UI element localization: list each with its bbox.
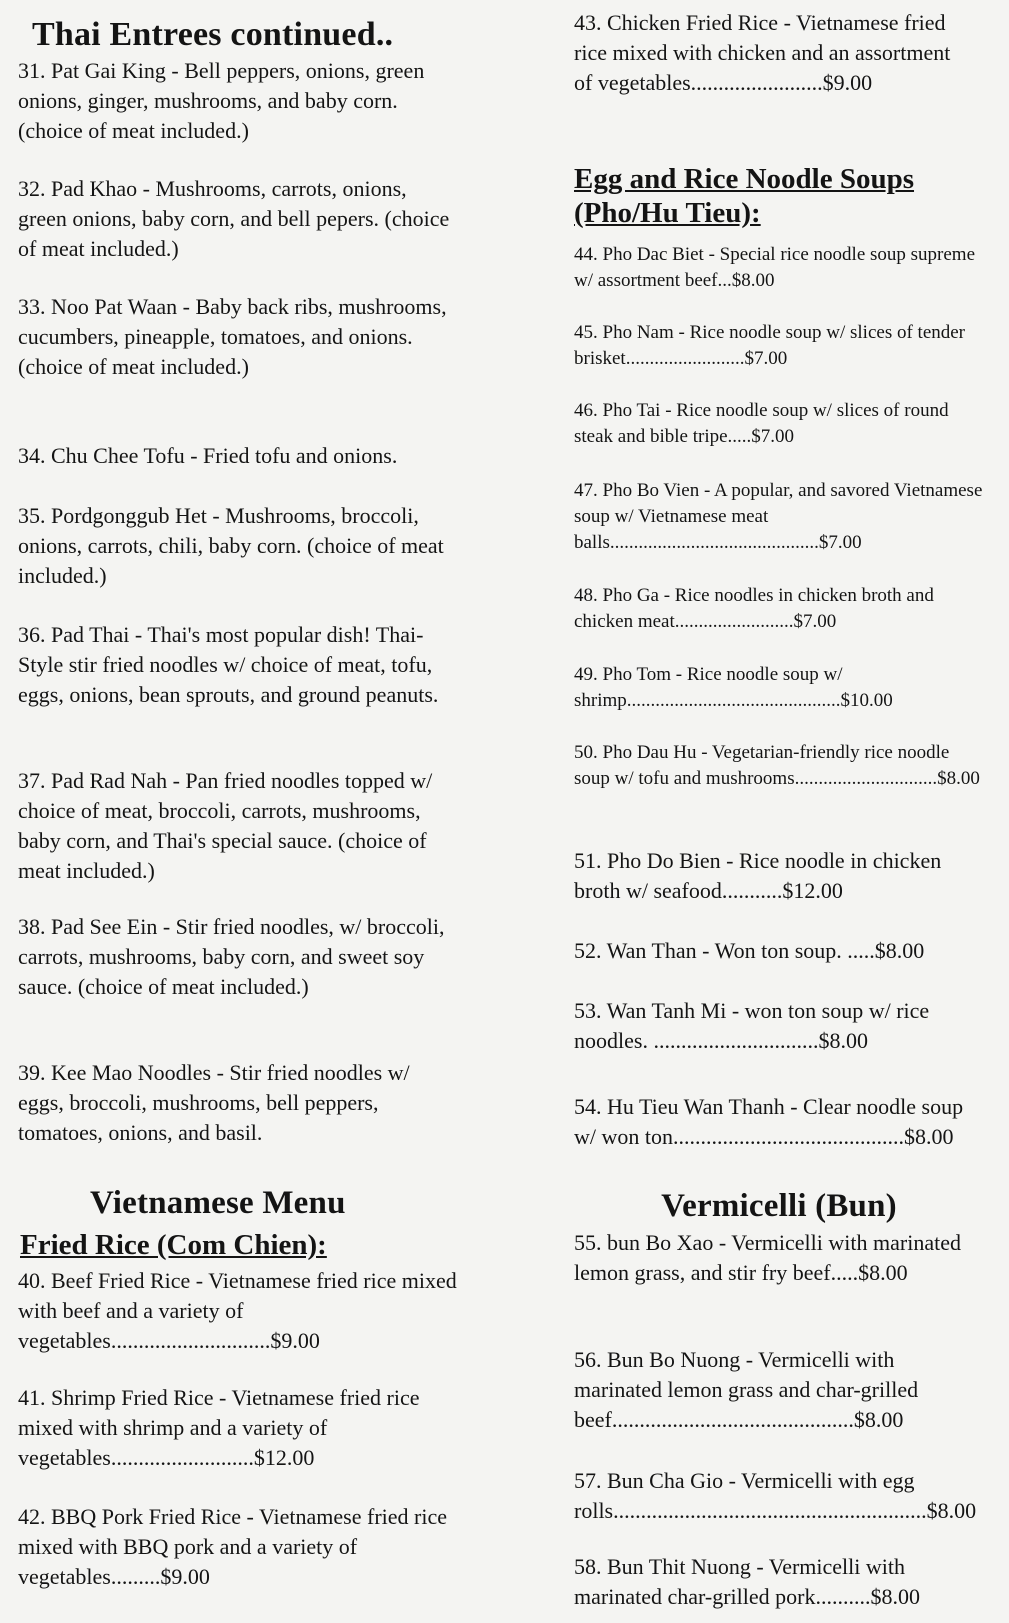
menu-item-48: 48. Pho Ga - Rice noodles in chicken broth and chicken meat.........................$7.00: [574, 585, 934, 632]
menu-item-40: 40. Beef Fried Rice - Vietnamese fried rice mixed with beef and a variety of vegetables.............................$9.00: [18, 1268, 457, 1353]
menu-item-50: 50. Pho Dau Hu - Vegetarian-friendly rice noodle soup w/ tofu and mushrooms..............................$8.00: [574, 742, 980, 789]
menu-item-38: 38. Pad See Ein - Stir fried noodles, w/ broccoli, carrots, mushrooms, baby corn, and sweet soy sauce. (choice of meat included.): [18, 914, 445, 999]
menu-item-37: 37. Pad Rad Nah - Pan fried noodles topped w/ choice of meat, broccoli, carrots, mushrooms, baby corn, and Thai's special sauce. (choice of meat included.): [18, 768, 433, 883]
menu-item-58: 58. Bun Thit Nuong - Vermicelli with marinated char-grilled pork..........$8.00: [574, 1554, 920, 1609]
menu-item-41: 41. Shrimp Fried Rice - Vietnamese fried rice mixed with shrimp and a variety of vegetables..........................$12.00: [18, 1385, 420, 1470]
menu-item-44: 44. Pho Dac Biet - Special rice noodle soup supreme w/ assortment beef...$8.00: [574, 244, 976, 291]
noodle-soups-title: Egg and Rice Noodle Soups (Pho/Hu Tieu):: [574, 163, 915, 229]
menu-item-34: 34. Chu Chee Tofu - Fried tofu and onions.: [18, 443, 398, 468]
menu-item-55: 55. bun Bo Xao - Vermicelli with marinated lemon grass, and stir fry beef.....$8.00: [574, 1230, 961, 1285]
vermicelli-title: Vermicelli (Bun): [661, 1188, 897, 1224]
menu-item-39: 39. Kee Mao Noodles - Stir fried noodles w/ eggs, broccoli, mushrooms, bell peppers, tomatoes, onions, and basil.: [18, 1060, 410, 1145]
menu-item-46: 46. Pho Tai - Rice noodle soup w/ slices of round steak and bible tripe.....$7.00: [574, 400, 949, 447]
menu-item-49: 49. Pho Tom - Rice noodle soup w/ shrimp.............................................$10.00: [574, 664, 893, 711]
menu-item-53: 53. Wan Tanh Mi - won ton soup w/ rice noodles. ..............................$8.00: [574, 998, 930, 1053]
thai-entrees-title: Thai Entrees continued..: [32, 16, 394, 53]
menu-item-45: 45. Pho Nam - Rice noodle soup w/ slices of tender brisket.........................$7.00: [574, 322, 966, 369]
menu-item-47: 47. Pho Bo Vien - A popular, and savored Vietnamese soup w/ Vietnamese meat balls............................................$7.00: [574, 480, 983, 553]
menu-item-56: 56. Bun Bo Nuong - Vermicelli with marinated lemon grass and char-grilled beef............................................$8.00: [574, 1347, 919, 1432]
vietnamese-menu-title: Vietnamese Menu: [90, 1185, 346, 1221]
fried-rice-title: Fried Rice (Com Chien):: [20, 1229, 327, 1261]
menu-item-32: 32. Pad Khao - Mushrooms, carrots, onions, green onions, baby corn, and bell pepers. (choice of meat included.): [18, 176, 450, 261]
menu-item-52: 52. Wan Than - Won ton soup. .....$8.00: [574, 938, 925, 963]
menu-item-57: 57. Bun Cha Gio - Vermicelli with egg rolls.........................................................$8.00: [574, 1468, 977, 1523]
menu-item-51: 51. Pho Do Bien - Rice noodle in chicken broth w/ seafood...........$12.00: [574, 848, 942, 903]
menu-item-36: 36. Pad Thai - Thai's most popular dish! Thai-Style stir fried noodles w/ choice of meat, tofu, eggs, onions, bean sprouts, and ground peanuts.: [18, 622, 439, 707]
menu-item-54: 54. Hu Tieu Wan Thanh - Clear noodle soup w/ won ton..........................................$8.00: [574, 1094, 964, 1149]
menu-item-35: 35. Pordgonggub Het - Mushrooms, broccoli, onions, carrots, chili, baby corn. (choice of meat included.): [18, 503, 444, 588]
menu-item-43: 43. Chicken Fried Rice - Vietnamese fried rice mixed with chicken and an assortment of vegetables........................$9.00: [574, 10, 951, 95]
menu-item-42: 42. BBQ Pork Fried Rice - Vietnamese fried rice mixed with BBQ pork and a variety of vegetables.........$9.00: [18, 1504, 447, 1589]
menu-item-31: 31. Pat Gai King - Bell peppers, onions, green onions, ginger, mushrooms, and baby corn. (choice of meat included.): [18, 58, 425, 143]
menu-item-33: 33. Noo Pat Waan - Baby back ribs, mushrooms, cucumbers, pineapple, tomatoes, and onions. (choice of meat included.): [18, 294, 447, 379]
